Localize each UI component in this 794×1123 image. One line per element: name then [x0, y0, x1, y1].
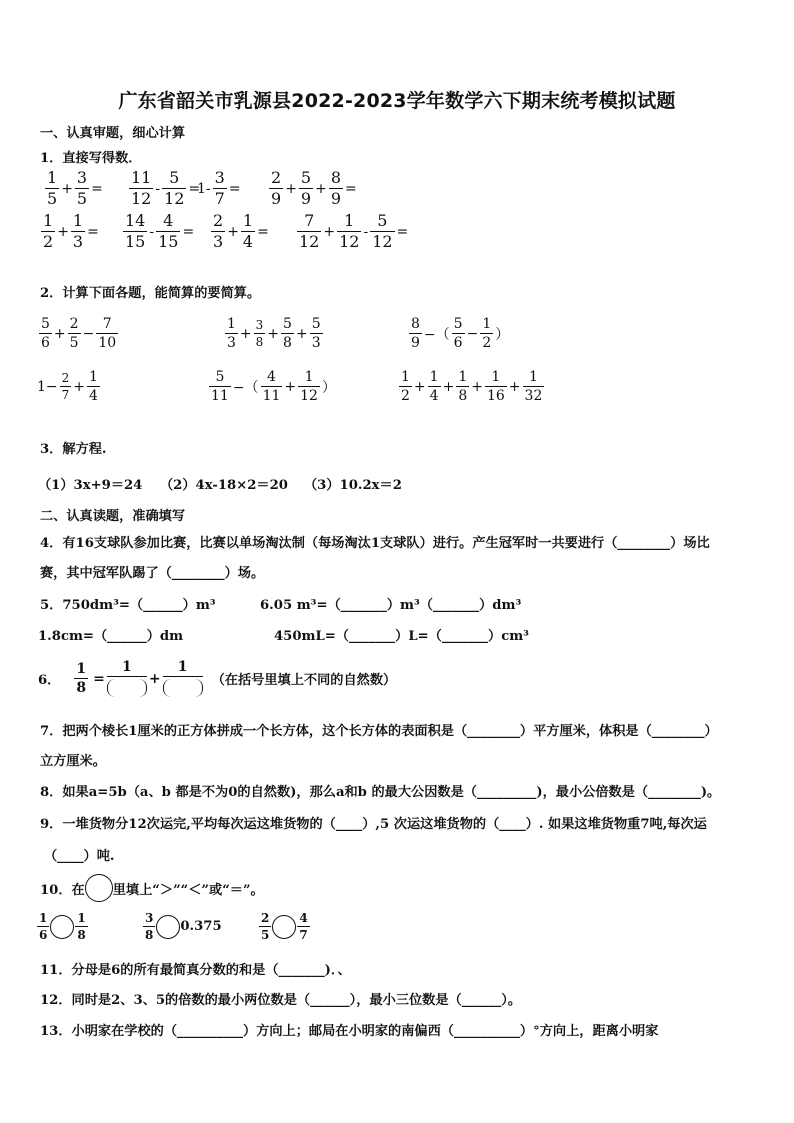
- q2-expr-5: [208, 370, 337, 403]
- numerator: 1: [491, 369, 501, 385]
- q10-c3b-num: 4: [299, 911, 308, 925]
- denominator: 3: [72, 232, 84, 251]
- numerator: 5: [41, 316, 50, 332]
- fraction: [297, 213, 321, 250]
- q10-c1a-den: 6: [39, 928, 48, 942]
- denominator: 8: [283, 335, 292, 351]
- q1-expr-7: [210, 213, 270, 250]
- numerator: 2: [213, 211, 224, 230]
- numerator: 11: [131, 168, 152, 187]
- numerator: 5: [377, 211, 388, 230]
- denominator: 3: [311, 335, 321, 351]
- q6-f1-num: 1: [121, 659, 132, 675]
- denominator: 6: [41, 335, 50, 351]
- fraction: [209, 370, 231, 403]
- fraction: [337, 213, 361, 250]
- q10-c2-left: [143, 912, 155, 941]
- denominator: 2: [482, 335, 492, 351]
- fraction: [269, 170, 283, 207]
- fraction: [60, 372, 72, 401]
- denominator: 2: [401, 388, 410, 404]
- denominator: 7: [214, 189, 225, 208]
- numerator: 5: [300, 168, 312, 187]
- q9-line1: 9．一堆货物分12次运完,平均每次运这堆货物的（____）,5 次运这堆货物的（____）. 如果这堆货物重7吨,每次运: [40, 817, 707, 832]
- operator: +: [61, 180, 73, 197]
- numerator: 1: [401, 369, 410, 385]
- operator: 1−: [37, 378, 58, 395]
- q10-c1b-num: 1: [77, 911, 86, 925]
- fraction: [75, 170, 89, 207]
- q5-a: 5．750dm³=（______）m³: [40, 598, 216, 613]
- fraction: [523, 370, 545, 403]
- denominator: 12: [372, 232, 393, 251]
- numerator: 1: [304, 369, 314, 385]
- q4-line1: 4．有16支球队参加比赛，比赛以单场淘汰制（每场淘汰1支球队）进行。产生冠军时一共要进行（________）场比: [40, 536, 710, 551]
- page-title: 广东省韶关市乳源县2022-2023学年数学六下期末统考模拟试题: [118, 90, 676, 112]
- q6-plus: +: [148, 670, 161, 687]
- operator: −: [82, 325, 95, 342]
- q10-c2-right: 0.375: [180, 919, 222, 934]
- denominator: 5: [76, 189, 88, 208]
- fraction: [254, 319, 266, 348]
- operator: +: [315, 180, 327, 197]
- fraction: [211, 213, 225, 250]
- q6-f2-blank[interactable]: [163, 676, 203, 697]
- numerator: 1: [344, 211, 355, 230]
- operator: =: [396, 223, 409, 240]
- fraction: [87, 370, 100, 403]
- denominator: 4: [242, 232, 254, 251]
- section2-heading: 二、认真读题，准确填写: [40, 509, 186, 524]
- operator: +: [323, 223, 336, 240]
- operator: ）: [495, 326, 510, 343]
- numerator: 5: [311, 316, 321, 332]
- denominator: 5: [69, 335, 79, 351]
- numerator: 8: [411, 316, 420, 332]
- operator: +: [239, 325, 252, 342]
- q10-c2a-num: 3: [145, 911, 154, 925]
- q12-line1: 12．同时是2、3、5的倍数的最小两位数是（______），最小三位数是（______）。: [40, 993, 522, 1008]
- q10-c3a-den: 5: [261, 928, 270, 942]
- operator: +: [285, 180, 297, 197]
- denominator: 9: [330, 189, 342, 208]
- denominator: 12: [131, 189, 152, 208]
- q9-line2: （____）吨.: [44, 849, 115, 864]
- q1-expr-5: [40, 213, 100, 250]
- operator: ）: [321, 379, 336, 396]
- q6-fraction-1: [107, 660, 147, 697]
- operator: -: [155, 180, 161, 197]
- fraction: [281, 317, 294, 350]
- denominator: 12: [300, 388, 318, 404]
- q6-lhs-num: 1: [76, 661, 87, 677]
- fraction: [45, 170, 59, 207]
- q10-pre: 10．在: [40, 882, 85, 898]
- q5-d: 450mL=（_______）L=（_______）cm³: [274, 629, 529, 644]
- denominator: 3: [213, 232, 224, 251]
- q6-f1-blank[interactable]: [107, 676, 147, 697]
- denominator: 9: [300, 189, 312, 208]
- operator: 1-: [197, 180, 211, 197]
- denominator: 32: [524, 388, 543, 404]
- q7-line1: 7．把两个棱长1厘米的正方体拼成一个长方体，这个长方体的表面积是（________）平方厘米，体积是（________）: [40, 724, 718, 739]
- q2-expr-2: [224, 317, 324, 350]
- numerator: 1: [72, 211, 84, 230]
- denominator: 8: [458, 388, 468, 404]
- q6-lhs-den: 8: [76, 680, 87, 696]
- q2-label: 2．计算下面各题，能简算的要简算。: [40, 286, 261, 301]
- q10-compare-3: [258, 912, 311, 941]
- denominator: 15: [158, 232, 179, 251]
- q10-c3b-den: 7: [299, 928, 308, 942]
- fraction: [129, 170, 153, 207]
- denominator: 4: [429, 388, 439, 404]
- q1-expr-4: [268, 170, 358, 207]
- fraction: [452, 317, 465, 350]
- numerator: 4: [163, 211, 174, 230]
- denominator: 11: [211, 388, 229, 404]
- q1-expr-1: [44, 170, 104, 207]
- q10-compare-1: [36, 912, 89, 941]
- q4-line2: 赛，其中冠军队踢了（________）场。: [40, 566, 265, 581]
- numerator: 1: [89, 369, 98, 385]
- numerator: 3: [76, 168, 88, 187]
- q3-eq1: （1）3x+9＝24: [38, 478, 143, 493]
- fraction: [428, 370, 441, 403]
- fraction: [68, 317, 81, 350]
- numerator: 2: [69, 316, 79, 332]
- denominator: 2: [43, 232, 54, 251]
- operator: +: [53, 325, 66, 342]
- operator: =: [188, 180, 201, 197]
- numerator: 4: [267, 369, 276, 385]
- q10-compare-2: [142, 912, 222, 941]
- fraction: [370, 213, 394, 250]
- q3-eq2: （2）4x-18×2＝20: [160, 478, 288, 493]
- q3-eq3: （3）10.2x＝2: [304, 478, 402, 493]
- q10-c3-left: [259, 912, 271, 941]
- q2-expr-1: [38, 317, 119, 350]
- q1-expr-6: [122, 213, 195, 250]
- q1-expr-8: [296, 213, 409, 250]
- fraction: [485, 370, 507, 403]
- denominator: 15: [125, 232, 146, 251]
- operator: +: [227, 223, 239, 240]
- fraction: [399, 370, 412, 403]
- fraction: [41, 213, 55, 250]
- operator: −（: [232, 379, 259, 396]
- numerator: 1: [429, 369, 439, 385]
- operator: +: [508, 378, 521, 395]
- denominator: 5: [47, 189, 58, 208]
- numerator: 1: [242, 211, 254, 230]
- operator: +: [284, 378, 297, 395]
- operator: +: [73, 378, 86, 395]
- q7-line2: 立方厘米。: [40, 754, 106, 769]
- q2-expr-6: [398, 370, 545, 403]
- q8-line1: 8．如果a=5b（a、b 都是不为0的自然数)，那么a和b 的最大公因数是（_________)，最小公倍数是（________)。: [40, 785, 721, 800]
- q3-label: 3．解方程.: [40, 442, 107, 457]
- q5-b: 6.05 m³=（_______）m³（_______）dm³: [260, 598, 522, 613]
- fraction: [96, 317, 118, 350]
- numerator: 8: [330, 168, 342, 187]
- q10-c2a-den: 8: [145, 928, 154, 942]
- fraction: [409, 317, 422, 350]
- fraction: [299, 170, 313, 207]
- fraction: [456, 370, 469, 403]
- numerator: 1: [47, 168, 58, 187]
- numerator: 7: [304, 211, 315, 230]
- fraction: [123, 213, 147, 250]
- q6-note: （在括号里填上不同的自然数）: [211, 673, 397, 688]
- operator: =: [345, 180, 357, 197]
- denominator: 4: [89, 388, 98, 404]
- operator: -: [149, 223, 155, 240]
- denominator: 11: [262, 388, 281, 404]
- q6-label: 6．: [38, 673, 61, 688]
- numerator: 14: [125, 211, 146, 230]
- operator: +: [471, 378, 483, 395]
- denominator: 12: [299, 232, 320, 251]
- fraction: [213, 170, 227, 207]
- denominator: 8: [255, 335, 264, 349]
- compare-circle-2[interactable]: [156, 915, 180, 939]
- q6-row: [38, 660, 396, 697]
- numerator: 2: [271, 168, 282, 187]
- denominator: 12: [339, 232, 360, 251]
- q1-expr-3: [196, 170, 242, 207]
- q10-c1a-num: 1: [39, 911, 48, 925]
- operator: =: [228, 180, 241, 197]
- q13-line1: 13．小明家在学校的（__________）方向上；邮局在小明家的南偏西（__________）°方向上，距离小明家: [40, 1024, 659, 1039]
- fraction: [241, 213, 255, 250]
- numerator: 5: [215, 369, 225, 385]
- fraction: [329, 170, 343, 207]
- numerator: 1: [43, 211, 54, 230]
- fraction: [39, 317, 52, 350]
- q2-expr-4: [36, 370, 101, 403]
- numerator: 3: [255, 318, 264, 332]
- operator: +: [442, 378, 455, 395]
- q6-f2-num: 1: [177, 659, 188, 675]
- numerator: 1: [227, 316, 236, 332]
- operator: −（: [423, 326, 450, 343]
- denominator: 7: [61, 388, 70, 402]
- operator: =: [257, 223, 269, 240]
- fraction: [298, 370, 320, 403]
- denominator: 3: [227, 335, 236, 351]
- numerator: 3: [214, 168, 225, 187]
- q6-eq: =: [93, 670, 105, 687]
- q10-post: 里填上“＞”“＜”或“＝”。: [112, 882, 264, 898]
- numerator: 1: [482, 316, 492, 332]
- fraction: [310, 317, 323, 350]
- q6-lhs-fraction: [74, 662, 88, 695]
- compare-circle-1[interactable]: [50, 915, 74, 939]
- operator: =: [182, 223, 195, 240]
- q10-row: [40, 874, 264, 902]
- q1-expr-2: [128, 170, 201, 207]
- numerator: 5: [169, 168, 180, 187]
- operator: +: [295, 325, 308, 342]
- circle-icon: [85, 874, 113, 902]
- q10-c3a-num: 2: [261, 911, 270, 925]
- numerator: 1: [528, 369, 538, 385]
- denominator: 6: [453, 335, 463, 351]
- denominator: 12: [164, 189, 185, 208]
- fraction: [480, 317, 493, 350]
- operator: +: [57, 223, 69, 240]
- q11-line1: 11．分母是6的所有最简真分数的和是（_______)．、: [40, 963, 351, 978]
- q5-c: 1.8cm=（______）dm: [38, 629, 184, 644]
- operator: =: [91, 180, 103, 197]
- fraction: [162, 170, 186, 207]
- denominator: 16: [486, 388, 505, 404]
- compare-circle-3[interactable]: [272, 915, 296, 939]
- operator: -: [363, 223, 369, 240]
- q1-label: 1．直接写得数．: [40, 151, 142, 166]
- q10-c1-right: [75, 912, 87, 941]
- numerator: 7: [102, 316, 112, 332]
- denominator: 9: [411, 335, 420, 351]
- q6-fraction-2: [163, 660, 203, 697]
- numerator: 1: [458, 369, 468, 385]
- numerator: 5: [283, 316, 292, 332]
- fraction: [225, 317, 238, 350]
- numerator: 5: [453, 316, 463, 332]
- q2-expr-3: [408, 317, 510, 350]
- q10-c1-left: [37, 912, 49, 941]
- fraction: [156, 213, 180, 250]
- q10-c3-right: [297, 912, 309, 941]
- operator: +: [267, 325, 280, 342]
- numerator: 2: [61, 371, 70, 385]
- denominator: 9: [271, 189, 282, 208]
- operator: +: [413, 378, 426, 395]
- operator: =: [87, 223, 99, 240]
- operator: −: [466, 325, 479, 342]
- fraction: [71, 213, 85, 250]
- section1-heading: 一、认真审题，细心计算: [40, 126, 186, 141]
- fraction: [261, 370, 283, 403]
- q10-c1b-den: 8: [77, 928, 86, 942]
- denominator: 10: [98, 335, 117, 351]
